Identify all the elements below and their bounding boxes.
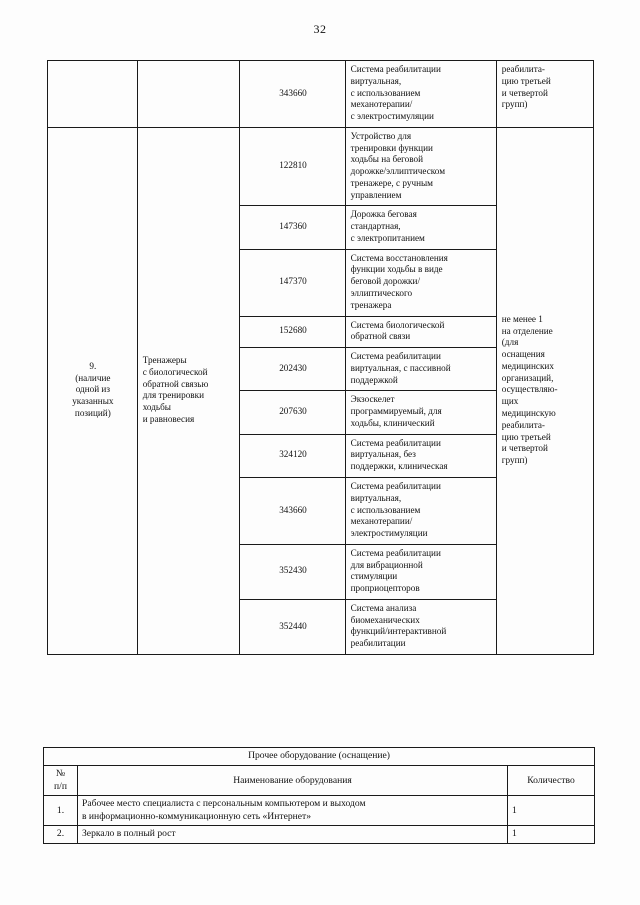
row-quantity-cell — [496, 61, 593, 128]
desc-line: обратной связи — [350, 331, 411, 342]
desc-line: с использованием — [350, 87, 421, 98]
desc-line: Система реабилитации — [350, 351, 441, 362]
row-code-cell: 352440 — [240, 599, 345, 654]
row-number-cell — [48, 61, 138, 128]
row-quantity: 1 — [508, 796, 595, 826]
qty-line: реабилита- — [501, 419, 545, 430]
desc-line: Система восстановления — [350, 252, 448, 263]
desc-line: Устройство для — [350, 130, 412, 141]
desc-line: тренировки функции — [350, 142, 433, 153]
qty-line: реабилита- — [501, 64, 545, 74]
desc-line: Система анализа — [350, 602, 417, 613]
position-name-cell — [137, 127, 240, 654]
position-line: указанных — [72, 396, 114, 407]
desc-line: функций/интерактивной — [350, 626, 447, 637]
other-equipment-table — [43, 747, 595, 844]
name-line: с биологической — [142, 366, 208, 377]
header-np — [44, 766, 78, 796]
desc-line: функции ходьбы в виде — [350, 264, 443, 275]
desc-line: поддержки, клиническая — [350, 461, 448, 472]
row-description-cell — [345, 61, 496, 128]
row-description-cell — [345, 544, 496, 599]
position-quantity-cell — [496, 127, 593, 654]
table-row — [44, 796, 595, 826]
desc-line: биомеханических — [350, 614, 420, 625]
table-title-row — [44, 748, 595, 766]
position-line: 9. — [89, 360, 97, 371]
position-line: позиций) — [74, 408, 111, 419]
row-name-cell — [137, 61, 240, 128]
qty-line: (для — [501, 337, 519, 348]
qty-line: не менее 1 — [501, 313, 543, 324]
row-code-cell: 152680 — [240, 316, 345, 348]
row-description-cell — [345, 477, 496, 544]
header-np-line1: № — [55, 768, 66, 780]
qty-line: и четвертой — [501, 443, 548, 454]
desc-line: Дорожка беговая — [350, 209, 417, 220]
row-name — [78, 796, 508, 826]
page-number: 32 — [313, 22, 327, 36]
desc-line: эллиптического — [350, 288, 413, 299]
qty-line: групп) — [501, 99, 528, 110]
desc-line: тренажере, с ручным — [350, 177, 433, 188]
name-line: для тренировки — [142, 390, 205, 401]
qty-line: цию третьей — [501, 431, 551, 442]
table-row — [48, 127, 594, 206]
other-equipment-table-wrapper — [43, 747, 594, 844]
row-code-cell: 147370 — [240, 249, 345, 316]
desc-line: электростимуляции — [350, 528, 428, 539]
row-description-cell — [345, 348, 496, 391]
row-code-cell: 352430 — [240, 544, 345, 599]
row-index: 2. — [44, 826, 78, 843]
qty-line: организаций, — [501, 372, 554, 383]
qty-line: цию третьей — [501, 75, 551, 86]
position-line: (наличие — [75, 372, 111, 383]
qty-line: медицинскую — [501, 408, 556, 419]
table-header-row — [44, 766, 595, 796]
desc-line: с электропитанием — [350, 232, 425, 243]
desc-line: механотерапии/ — [350, 516, 413, 527]
row-description-cell — [345, 434, 496, 477]
desc-line: Система реабилитации — [350, 64, 441, 74]
other-equipment-title: Прочее оборудование (оснащение) — [44, 748, 595, 766]
table-row — [48, 61, 594, 128]
desc-line: виртуальная, — [350, 492, 402, 503]
name-line: обратной связью — [142, 378, 209, 389]
desc-line: дорожке/эллиптическом — [350, 166, 446, 177]
name-line: Тренажеры — [142, 355, 187, 366]
header-quantity: Количество — [508, 766, 595, 796]
desc-line: управлением — [350, 189, 402, 200]
table-row — [44, 826, 595, 843]
qty-line: групп) — [501, 455, 528, 466]
desc-line: виртуальная, — [350, 75, 402, 86]
header-name: Наименование оборудования — [78, 766, 508, 796]
row-code-cell: 122810 — [240, 127, 345, 206]
row-quantity: 1 — [508, 826, 595, 843]
desc-line: Система биологической — [350, 319, 445, 330]
name-line: и равновесия — [142, 413, 195, 424]
desc-line: для вибрационной — [350, 559, 423, 570]
desc-line: реабилитации — [350, 638, 406, 649]
desc-line: проприоцепторов — [350, 583, 420, 594]
qty-line: щих — [501, 396, 519, 407]
row-code-cell: 147360 — [240, 206, 345, 249]
qty-line: медицинских — [501, 360, 554, 371]
position-number-cell — [48, 127, 138, 654]
row-name-line2: в информационно-коммуникационную сеть «Интернет» — [82, 810, 312, 822]
row-description-cell — [345, 316, 496, 348]
desc-line: Система реабилитации — [350, 547, 441, 558]
desc-line: ходьбы, клинический — [350, 417, 435, 428]
row-name: Зеркало в полный рост — [78, 826, 508, 843]
row-description-cell — [345, 206, 496, 249]
row-description-cell — [345, 599, 496, 654]
row-index: 1. — [44, 796, 78, 826]
desc-line: Система реабилитации — [350, 437, 441, 448]
qty-line: на отделение — [501, 325, 553, 336]
row-code-cell: 207630 — [240, 391, 345, 434]
desc-line: стандартная, — [350, 221, 401, 232]
row-code-cell: 343660 — [240, 477, 345, 544]
equipment-table-wrapper — [47, 60, 594, 655]
desc-line: виртуальная, с пассивной — [350, 362, 451, 373]
equipment-table — [47, 60, 594, 655]
row-code-cell: 324120 — [240, 434, 345, 477]
row-name-line1: Рабочее место специалиста с персональным компьютером и выходом — [82, 798, 366, 810]
desc-line: поддержкой — [350, 374, 398, 385]
row-code-cell: 202430 — [240, 348, 345, 391]
desc-line: Экзоскелет — [350, 394, 395, 405]
qty-line: оснащения — [501, 349, 545, 360]
row-description-cell — [345, 127, 496, 206]
desc-line: с использованием — [350, 504, 421, 515]
qty-line: и четвертой — [501, 87, 548, 98]
desc-line: тренажера — [350, 299, 392, 310]
row-description-cell — [345, 249, 496, 316]
qty-line: осуществляю- — [501, 384, 558, 395]
position-line: одной из — [75, 384, 110, 395]
desc-line: стимуляции — [350, 571, 398, 582]
header-np-line2: п/п — [54, 780, 67, 792]
row-description-cell — [345, 391, 496, 434]
desc-line: с электростимуляции — [350, 111, 434, 122]
desc-line: ходьбы на беговой — [350, 154, 424, 165]
desc-line: виртуальная, без — [350, 449, 416, 460]
desc-line: Система реабилитации — [350, 480, 441, 491]
desc-line: программируемый, для — [350, 406, 442, 417]
row-code-cell: 343660 — [240, 61, 345, 128]
desc-line: механотерапии/ — [350, 99, 413, 110]
name-line: ходьбы — [142, 402, 171, 413]
desc-line: беговой дорожки/ — [350, 276, 420, 287]
